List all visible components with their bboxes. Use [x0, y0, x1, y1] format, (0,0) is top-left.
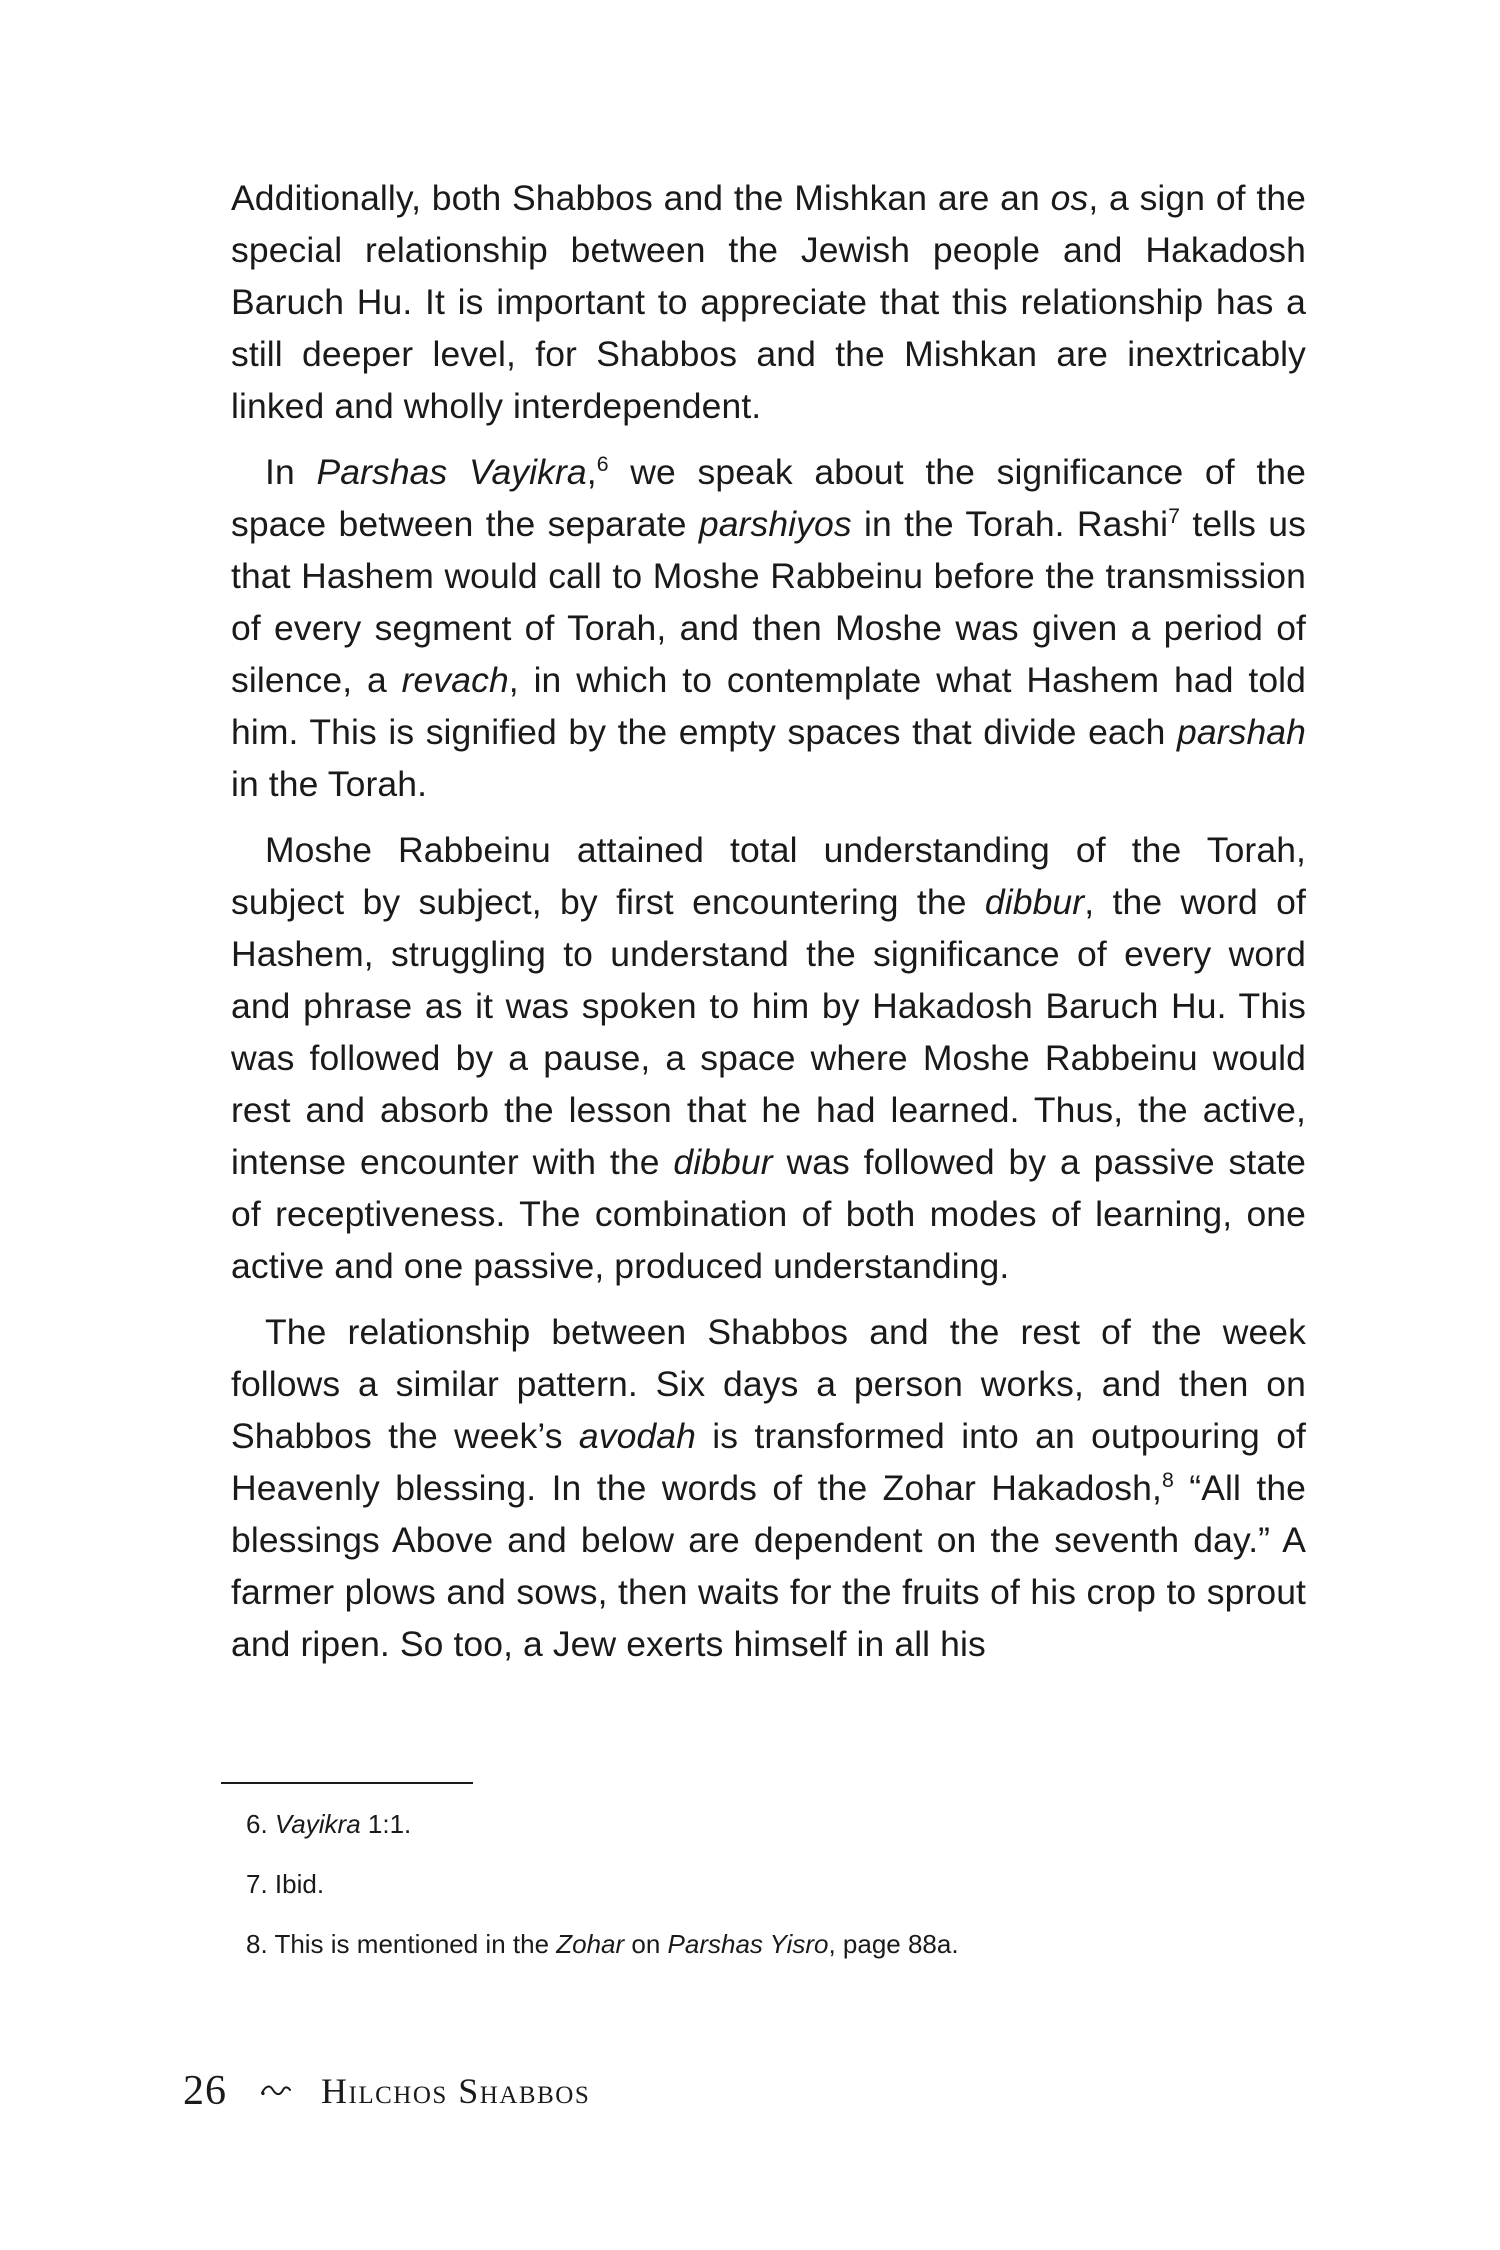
text-run: we speak about the significance of the space between the separate — [231, 452, 1306, 544]
italic-term: os — [1050, 178, 1089, 218]
text-run: In — [265, 452, 317, 492]
italic-term: Vayikra — [274, 1809, 361, 1839]
italic-term: parshiyos — [698, 504, 852, 544]
text-run: 6. — [246, 1809, 275, 1839]
paragraph — [231, 1306, 1306, 1670]
text-run: Moshe Rabbeinu attained total understanding of the Torah, subject by subject, by first encountering the — [231, 830, 1306, 922]
text-run: on — [624, 1929, 668, 1959]
footnote — [246, 1806, 1286, 1842]
text-run: 7. Ibid. — [246, 1869, 325, 1899]
paragraph — [231, 446, 1306, 810]
italic-term: parshah — [1177, 712, 1306, 752]
italic-term: revach — [401, 660, 509, 700]
footnote-separator-rule — [221, 1782, 473, 1784]
italic-term: Parshas Yisro — [667, 1929, 829, 1959]
text-run: , page 88a. — [828, 1929, 959, 1959]
footnote-marker: 7 — [1168, 504, 1181, 529]
running-head: Hilchos Shabbos — [321, 2071, 591, 2111]
page-footer — [183, 2063, 590, 2119]
italic-term: avodah — [578, 1416, 696, 1456]
text-run: in the Torah. Rashi — [851, 504, 1169, 544]
text-run: , the word of Hashem, struggling to understand the significance of every word and phrase as it was spoken to him by Hakadosh Baruch Hu. This was followed by a pause, a space where Moshe Rabbeinu would rest and absorb the lesson that he had learned. Thus, the active, intense encounter with the — [231, 882, 1306, 1182]
footnotes — [246, 1806, 1286, 1986]
italic-term: Zohar — [556, 1929, 625, 1959]
paragraph — [231, 172, 1306, 432]
swash-ornament-icon — [261, 2084, 291, 2098]
text-run: Additionally, both Shabbos and the Mishkan are an — [231, 178, 1051, 218]
italic-term: dibbur — [673, 1142, 773, 1182]
footnote-marker: 6 — [596, 452, 609, 477]
footnote — [246, 1866, 1286, 1902]
footnote — [246, 1926, 1286, 1962]
paragraph — [231, 824, 1306, 1292]
text-run: , a sign of the special relationship between the Jewish people and Hakadosh Baruch Hu. It is important to appreciate that this relationship has a still deeper level, for Shabbos and the Mishkan are inextricably linked and wholly interdependent. — [231, 178, 1307, 426]
text-run: 8. This is mentioned in the — [246, 1929, 557, 1959]
text-run: , in which to contemplate what Hashem had told him. This is signified by the empty spaces that divide each — [231, 660, 1306, 752]
text-run: was followed by a passive state of receptiveness. The combination of both modes of learning, one active and one passive, produced understanding. — [231, 1142, 1306, 1286]
text-run: tells us that Hashem would call to Moshe Rabbeinu before the transmission of every segment of Torah, and then Moshe was given a period of silence, a — [231, 504, 1306, 700]
page-number: 26 — [183, 2068, 227, 2114]
text-run: “All the blessings Above and below are dependent on the seventh day.” A farmer plows and sows, then waits for the fruits of his crop to sprout and ripen. So too, a Jew exerts himself in all his — [231, 1468, 1307, 1664]
italic-term: Parshas Vayikra — [316, 452, 587, 492]
text-run: in the Torah. — [231, 764, 428, 804]
italic-term: dibbur — [984, 882, 1085, 922]
text-run: The relationship between Shabbos and the rest of the week follows a similar pattern. Six days a person works, and then on Shabbos the week’s — [231, 1312, 1306, 1456]
text-run: is transformed into an outpouring of Heavenly blessing. In the words of the Zohar Hakadosh, — [231, 1416, 1307, 1508]
text-run: 1:1. — [360, 1809, 412, 1839]
footnote-marker: 8 — [1161, 1468, 1174, 1493]
text-run: , — [586, 452, 597, 492]
body-text — [231, 172, 1306, 1684]
